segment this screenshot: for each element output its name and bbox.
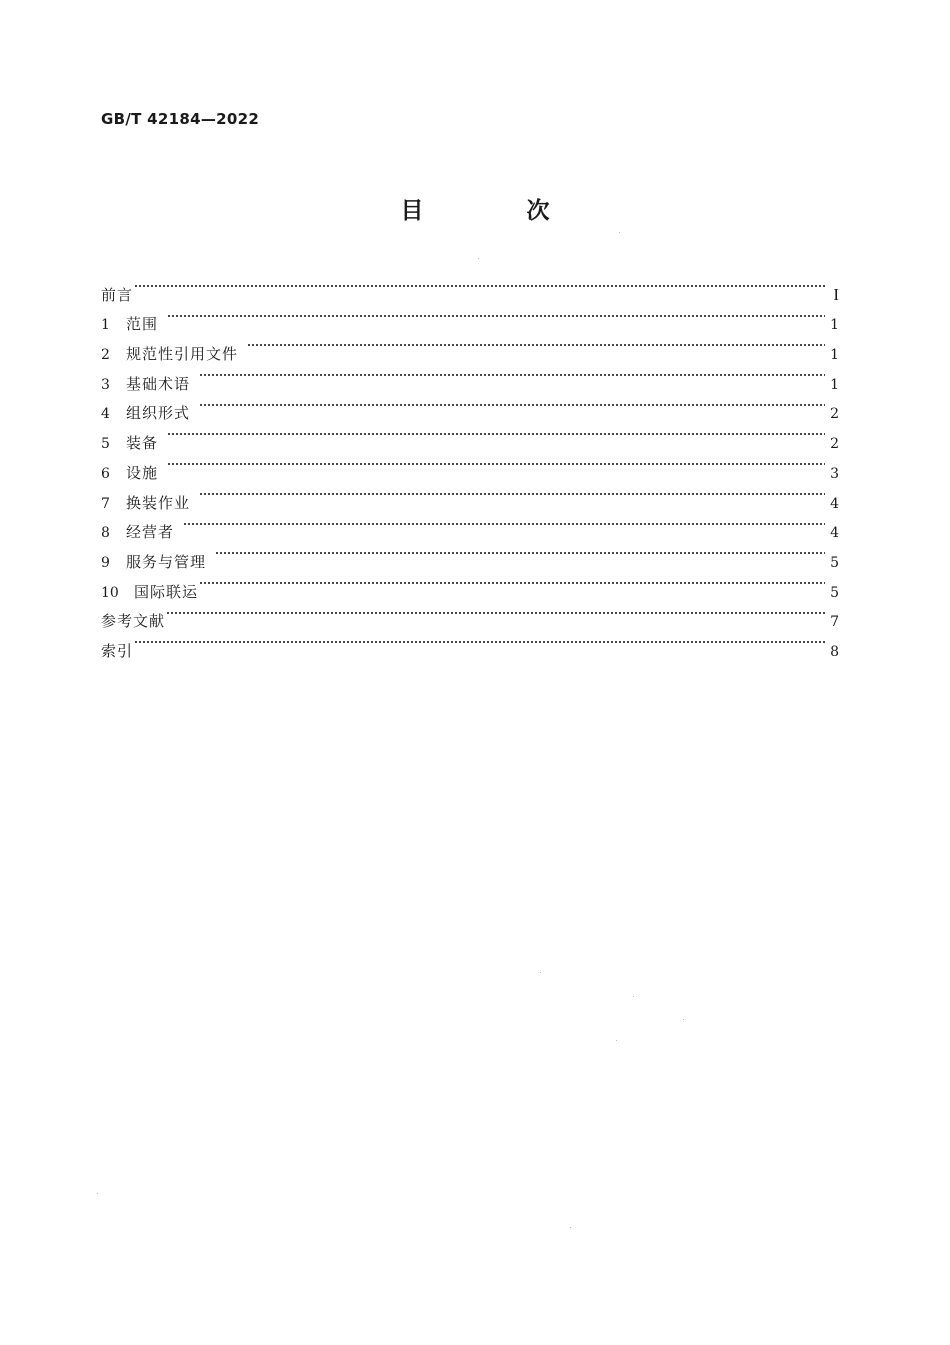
scan-speck bbox=[97, 1193, 98, 1194]
toc-leader-dots bbox=[167, 300, 825, 330]
toc-entry-page: 3 bbox=[830, 465, 839, 482]
toc-entry-label: 服务与管理 bbox=[126, 552, 207, 571]
toc-entry-label: 基础术语 bbox=[126, 374, 191, 393]
toc-entry-page: 1 bbox=[830, 347, 839, 364]
toc-entry-label: 国际联运 bbox=[134, 582, 199, 601]
toc-leader-dots bbox=[167, 418, 825, 448]
toc-entry-number: 10 bbox=[101, 584, 119, 601]
toc-entry-operators[interactable] bbox=[101, 508, 839, 542]
toc-entry-page: 4 bbox=[830, 525, 839, 542]
toc-entry-normative-references[interactable] bbox=[101, 329, 839, 364]
toc-entry-organization-form[interactable] bbox=[101, 389, 839, 423]
toc-entry-page: 1 bbox=[830, 317, 839, 334]
scan-speck bbox=[619, 232, 620, 233]
toc-entry-foreword[interactable] bbox=[101, 270, 839, 304]
toc-entry-label: 前言 bbox=[101, 285, 134, 304]
toc-entry-page: 2 bbox=[830, 436, 839, 453]
toc-entry-index[interactable] bbox=[101, 626, 839, 660]
scan-speck bbox=[633, 996, 634, 997]
toc-leader-dots bbox=[166, 597, 825, 627]
toc-entry-label: 参考文献 bbox=[101, 612, 166, 631]
toc-leader-dots bbox=[199, 478, 825, 508]
toc-entry-number: 1 bbox=[101, 317, 110, 334]
toc-entry-equipment[interactable] bbox=[101, 418, 839, 453]
toc-entry-page: 5 bbox=[830, 584, 839, 601]
toc-entry-page: 2 bbox=[830, 406, 839, 423]
toc-leader-dots bbox=[215, 537, 825, 567]
scan-speck bbox=[683, 1019, 684, 1020]
toc-entry-label: 经营者 bbox=[126, 523, 175, 542]
scan-speck bbox=[570, 1227, 571, 1228]
toc-leader-dots bbox=[199, 567, 825, 597]
toc-entry-number: 9 bbox=[101, 554, 110, 571]
toc-entry-service-management[interactable] bbox=[101, 537, 839, 571]
toc-entry-label: 索引 bbox=[101, 641, 134, 660]
scan-speck bbox=[540, 972, 541, 973]
scan-speck bbox=[616, 1040, 617, 1041]
toc-entry-label: 设施 bbox=[126, 463, 159, 482]
toc-entry-number: 5 bbox=[101, 436, 110, 453]
standard-code: GB/T 42184—2022 bbox=[101, 110, 260, 128]
toc-leader-dots bbox=[247, 329, 825, 359]
toc-entry-label: 装备 bbox=[126, 434, 159, 453]
table-of-contents bbox=[101, 270, 839, 660]
toc-entry-page: 1 bbox=[830, 376, 839, 393]
toc-entry-page: I bbox=[833, 284, 839, 304]
toc-entry-number: 7 bbox=[101, 495, 110, 512]
toc-entry-international-transport[interactable] bbox=[101, 567, 839, 601]
scan-speck bbox=[478, 258, 479, 259]
toc-entry-number: 3 bbox=[101, 376, 110, 393]
toc-entry-page: 7 bbox=[830, 614, 839, 631]
toc-leader-dots bbox=[167, 448, 825, 478]
toc-entry-number: 8 bbox=[101, 525, 110, 542]
toc-entry-facilities[interactable] bbox=[101, 448, 839, 482]
toc-entry-label: 换装作业 bbox=[126, 493, 191, 512]
toc-entry-number: 4 bbox=[101, 406, 110, 423]
toc-leader-dots bbox=[199, 389, 825, 419]
toc-entry-page: 5 bbox=[830, 554, 839, 571]
toc-title: 目 次 bbox=[400, 198, 590, 224]
toc-entry-page: 8 bbox=[830, 643, 839, 660]
toc-entry-bibliography[interactable] bbox=[101, 597, 839, 631]
toc-entry-page: 4 bbox=[830, 495, 839, 512]
toc-leader-dots bbox=[134, 270, 826, 300]
toc-entry-number: 6 bbox=[101, 465, 110, 482]
toc-leader-dots bbox=[199, 359, 825, 389]
toc-entry-basic-terms[interactable] bbox=[101, 359, 839, 393]
toc-entry-label: 规范性引用文件 bbox=[126, 345, 239, 364]
toc-entry-scope[interactable] bbox=[101, 300, 839, 334]
toc-entry-number: 2 bbox=[101, 347, 110, 364]
toc-leader-dots bbox=[183, 508, 825, 538]
toc-entry-label: 范围 bbox=[126, 315, 159, 334]
toc-entry-transshipment[interactable] bbox=[101, 478, 839, 512]
toc-entry-label: 组织形式 bbox=[126, 404, 191, 423]
toc-leader-dots bbox=[134, 626, 825, 656]
